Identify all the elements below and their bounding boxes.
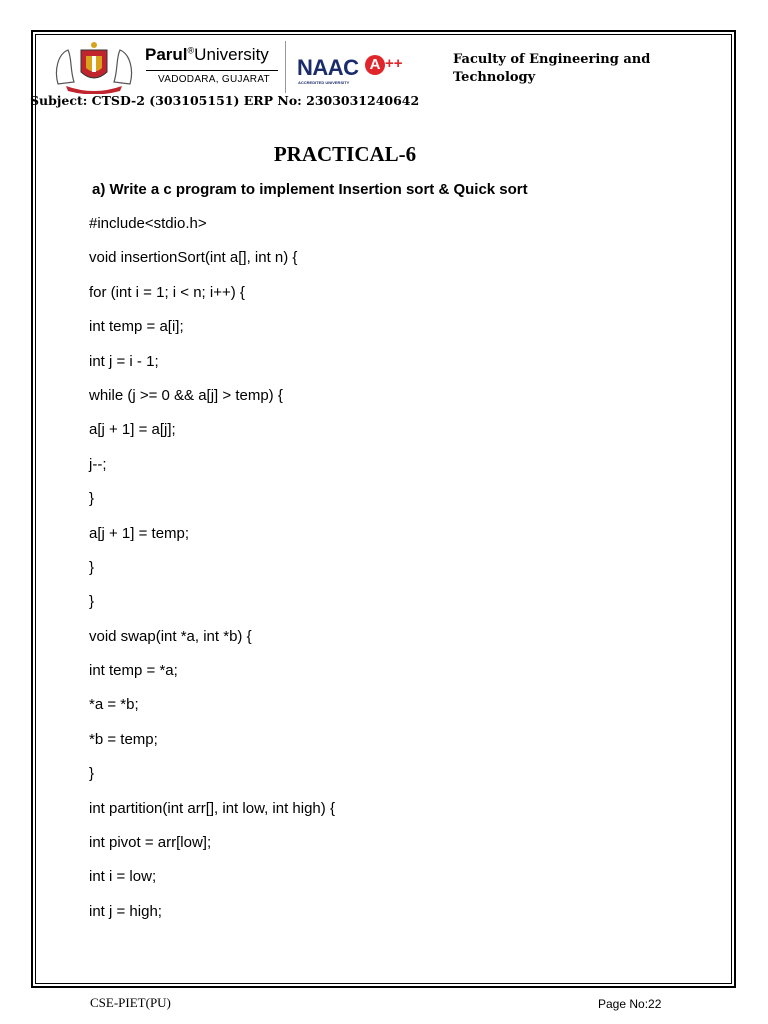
code-line: #include<stdio.h> — [89, 215, 207, 232]
university-name — [145, 45, 269, 65]
document-header — [0, 0, 768, 112]
code-line: void swap(int *a, int *b) { — [89, 627, 252, 645]
code-line: int temp = a[i]; — [89, 318, 184, 336]
code-line: } — [89, 558, 95, 576]
code-line: a[j + 1] = a[j]; — [89, 421, 176, 439]
faculty-name: Faculty of Engineering and Technology — [453, 52, 651, 85]
subject-line: Subject: CTSD-2 (303105151) ERP No: 2303031240642 — [30, 93, 420, 108]
code-line: while (j >= 0 && a[j] > temp) { — [89, 386, 283, 404]
naac-grade-plus: ++ — [385, 55, 403, 72]
code-line: void insertionSort(int a[], int n) { — [89, 249, 298, 267]
brand-divider — [146, 70, 278, 71]
code-line: *a = *b; — [89, 696, 139, 714]
code-line: j--; — [89, 455, 107, 473]
university-name-bold: Parul — [145, 45, 188, 64]
university-location: VADODARA, GUJARAT — [158, 74, 270, 85]
code-line: } — [89, 593, 95, 611]
naac-logo-text: NAAC — [297, 55, 359, 80]
code-line: } — [89, 490, 95, 508]
header-vertical-divider — [285, 41, 286, 93]
code-line: int j = i - 1; — [89, 352, 159, 370]
code-line: for (int i = 1; i < n; i++) { — [89, 283, 245, 301]
question-text: a) Write a c program to implement Insertion sort & Quick sort — [92, 181, 528, 198]
naac-subtitle: ACCREDITED UNIVERSITY — [298, 80, 350, 85]
footer-department: CSE-PIET(PU) — [90, 995, 171, 1010]
registered-mark: ® — [187, 45, 195, 56]
practical-title: PRACTICAL-6 — [273, 142, 417, 166]
footer-page-number: Page No:22 — [598, 997, 662, 1011]
code-line: } — [89, 765, 95, 783]
code-line: a[j + 1] = temp; — [89, 524, 190, 542]
naac-grade-badge: A — [365, 55, 385, 75]
code-line: int temp = *a; — [89, 662, 178, 680]
code-line: int pivot = arr[low]; — [89, 834, 212, 852]
code-line: int j = high; — [89, 902, 162, 920]
university-name-rest: University — [194, 45, 269, 64]
code-listing — [89, 215, 335, 937]
code-line: *b = temp; — [89, 730, 158, 748]
code-line: int i = low; — [89, 868, 157, 886]
parul-university-emblem — [52, 40, 136, 94]
code-line: int partition(int arr[], int low, int high) { — [89, 799, 335, 817]
